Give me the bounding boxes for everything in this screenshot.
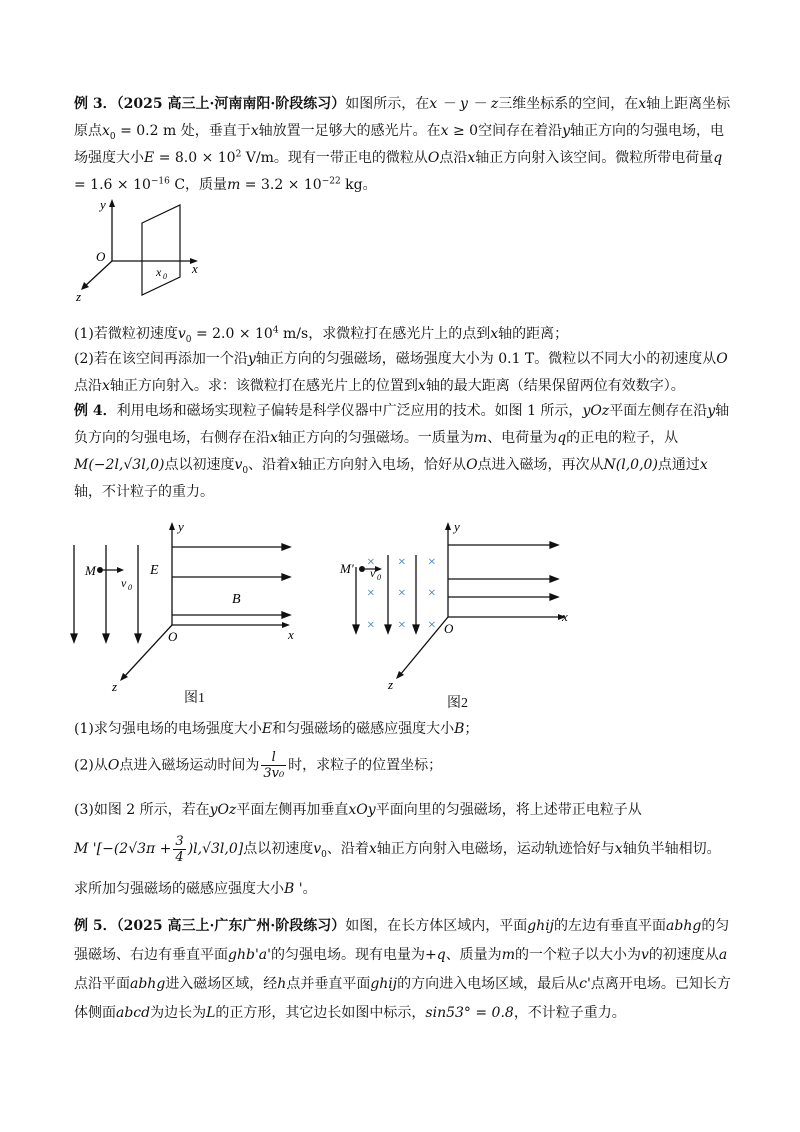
text-span: (1)若微粒初速度 [74,326,178,342]
z-axis [84,261,112,287]
label-z: z [76,289,82,304]
label-M: M [85,563,96,578]
text-span: 进入磁场区域，经 [165,976,278,992]
math-var: m [473,430,488,446]
cross-mark: × [397,555,407,570]
text-span: 、沿着 [326,841,369,857]
text-span: 的匀强磁场、右边有垂直平面 [74,918,730,963]
text-span: = 8.0 × 10 [158,150,236,166]
fraction [173,834,185,865]
text-span: 点通过 [657,457,700,473]
text-span: (2)若在该空间再添加一个沿 [74,351,248,367]
math-var: c' [579,976,591,992]
math-var: (−2l,√3l,0) [88,457,165,473]
label-origin: O [168,629,178,644]
text-span: 轴正方向射入该空间。微粒所带电荷量 [475,150,714,166]
math-var: B [454,721,465,737]
example-4-question-1 [74,716,734,743]
label-x0: x [156,265,162,279]
math-var: m [227,177,241,193]
text-span: 点沿 [74,378,102,394]
text-span: ； [464,721,479,737]
text-span: 轴负方向的匀强电场，右侧存在沿 [74,403,730,446]
cross-mark: × [427,586,437,601]
fraction-numerator: l [261,750,286,766]
text-span: 和匀强磁场的磁感应强度大小 [272,721,455,737]
text-span: 的方向进入电场区域，最后从 [397,976,580,992]
math-var: x [467,150,476,166]
label-y: y [178,519,184,534]
math-var: +q [424,947,446,963]
text-span: 点离开电场。已知长方体侧面 [74,976,731,1021]
math-var: yOz [582,403,610,419]
math-var: B ' [284,881,303,897]
text-span: V/m。现有一带正电的微粒从 [245,150,428,166]
example-3-statement [74,91,734,199]
math-var: M [74,457,89,473]
math-var: x [638,96,647,112]
label-y: y [454,519,460,534]
text-span: 为边长为 [150,1005,207,1021]
example-4-tag: 例 4． [74,403,117,419]
example-3-figure [70,195,210,305]
magnetic-field-lines [172,544,290,618]
fraction-denominator: 3v₀ [263,766,285,781]
z-axis [400,617,448,675]
label-x: x [288,627,294,642]
z-axis [124,625,172,677]
text-span: 平面左侧再加垂直 [236,802,349,818]
math-sub: 0 [109,131,116,142]
math-var: ghij [527,918,555,934]
text-span: 的匀强电场。现有电量为 [270,947,425,963]
text-span: 时，求粒子的位置坐标； [288,757,443,774]
cross-mark: × [397,618,407,633]
math-var: v [313,841,322,857]
example-4-question-3-line-1 [74,797,734,824]
text-span: 的一个粒子以大小为 [514,947,641,963]
math-var: h [277,976,287,992]
math-var: sin53° = 0.8 [425,1005,514,1021]
label-v0: v [370,566,376,580]
text-span: 空间存在着沿 [478,123,563,139]
particle-M-prime [359,566,365,572]
cross-mark: × [366,555,376,570]
math-var: O [716,351,728,367]
math-var: y [562,123,570,139]
label-B: B [232,592,241,607]
math-var: M ' [74,841,97,857]
label-z: z [112,679,118,694]
math-var: x [250,123,259,139]
math-var: a [718,947,728,963]
example-4-question-3-line-3 [74,876,734,903]
figure-1-caption: 图1 [184,691,205,706]
text-span: 的正电的粒子，从 [566,430,679,446]
magnetic-field-lines [448,542,558,600]
example-5-statement [74,912,734,1028]
math-var: abhg [130,976,166,992]
math-sub: 0 [185,334,192,345]
velocity-arrowhead [117,567,124,573]
text-span: 点沿 [439,150,468,166]
sensor-plate [142,205,180,295]
fraction-numerator: 3 [175,833,184,849]
text-span: 求所加匀强磁场的磁感应强度大小 [74,881,284,897]
figure-1 [62,517,312,692]
text-span: 、沿着 [248,457,291,473]
math-var: x [490,326,499,342]
math-var: xOy [348,802,376,818]
math-sup: −22 [321,176,341,187]
text-span: 点进入磁场运动时间为 [119,757,260,774]
math-var: v [640,947,649,963]
math-var: ghij [370,976,398,992]
label-z: z [388,677,394,692]
label-M-prime: M' [340,561,354,576]
text-span: = 2.0 × 10 [195,326,273,342]
math-var: y [707,403,716,419]
math-var: x [368,841,377,857]
text-span: 轴正方向射入。求：该微粒打在感光片上的位置到 [109,378,418,394]
text-span: 轴正方向射入电磁场，运动轨迹恰好与 [376,841,615,857]
math-var: x [102,123,110,139]
math-var: abcd [116,1005,151,1021]
label-v0: v [121,576,127,590]
cross-mark: × [366,618,376,633]
math-var: )l,√3l,0] [187,841,244,857]
math-sup: −16 [150,176,170,187]
y-axis-arrow [169,522,175,530]
y-axis-arrow [445,522,451,530]
example-4-statement [74,398,734,506]
text-span: 轴的距离； [498,326,569,342]
math-var: O [107,757,120,774]
label-origin: O [96,249,106,264]
text-span: 、电荷量为 [487,430,558,446]
text-span: 利用电场和磁场实现粒子偏转是科学仪器中广泛应用的技术。如图 1 所示， [116,403,583,419]
text-span: 轴正方向的匀强磁场，磁场强度大小为 0.1 T。微粒以不同大小的初速度从 [255,351,717,367]
math-var: x － y － z [429,96,499,112]
label-v0-sub: 0 [377,573,381,582]
math-sub: 0 [321,849,327,860]
figure-2-caption: 图2 [447,696,468,711]
math-var: v [177,326,186,342]
y-axis-arrow [109,199,115,207]
math-var: O [466,457,478,473]
figure-2 [330,517,580,692]
math-var: E [261,721,273,737]
math-var: E [144,150,155,166]
text-span: 的初速度从 [648,947,719,963]
electric-field-lines [71,545,141,642]
text-span: 、质量为 [445,947,502,963]
math-var: abhg [666,918,702,934]
math-var: (l,0,0) [615,457,658,473]
label-x0-sub: 0 [163,272,167,281]
math-var: q [557,430,567,446]
math-var: x [440,123,449,139]
label-E: E [150,563,159,578]
text-span: = 3.2 × 10 [244,177,322,193]
text-span: 。 [302,881,317,897]
example-5-source: （2025 高三上·广东广州·阶段练习） [116,918,346,934]
label-origin: O [444,621,454,636]
text-span: 轴放置一足够大的感光片。在 [258,123,441,139]
text-span: 轴正方向的匀强磁场。一质量为 [277,430,474,446]
label-y: y [100,197,106,212]
text-span: 三维坐标系的空间，在 [498,96,639,112]
fraction-denominator: 4 [175,849,184,865]
math-sup: 2 [235,149,242,160]
text-span: (1)求匀强电场的电场强度大小 [74,721,262,737]
text-span: 点以初速度 [243,841,314,857]
text-span: ≥ 0 [452,123,479,139]
cross-mark: × [366,586,376,601]
text-span: 点沿平面 [74,976,130,992]
math-var: x [270,430,278,446]
text-span: 的正方形，其它边长如图中标示， [215,1005,426,1021]
text-span: 轴，不计粒子的重力。 [74,484,214,500]
cross-mark: × [427,555,437,570]
text-span: = 0.2 m 处，垂直于 [120,123,251,139]
math-var: y [247,351,256,367]
text-span: 的左边有垂直平面 [554,918,667,934]
text-span: 轴正方向的匀强电场，电场强度大小 [74,123,724,166]
math-var: O [427,150,440,166]
math-var: N [603,457,616,473]
math-sup: 4 [272,325,279,336]
text-span: 如图所示，在 [345,96,430,112]
example-5-tag: 例 5． [74,918,117,934]
text-span: 平面向里的匀强磁场，将上述带正电粒子从 [375,802,642,818]
example-3-source: （2025 高三上·河南南阳·阶段练习） [116,96,346,112]
math-var: x [614,841,623,857]
math-var: ghb'a' [228,947,271,963]
math-var: yOz [209,802,237,818]
particle-M [97,567,103,573]
example-3-tag: 例 3． [74,96,117,112]
text-span: (2)从 [74,757,108,774]
math-var: x [102,378,110,394]
math-var: x [699,457,708,473]
math-var: x [417,378,426,394]
example-4-question-2 [74,750,734,781]
text-span: 平面左侧存在沿 [609,403,708,419]
velocity-arrowhead [375,566,382,572]
label-x: x [562,609,568,624]
text-span: m/s，求微粒打在感光片上的点到 [283,326,491,342]
text-span: 轴上距离坐标原点 [74,96,731,139]
text-span: = 1.6 × 10 [74,177,151,193]
fraction [261,750,286,781]
label-v0-sub: 0 [128,583,132,592]
text-span: 如图，在长方体区域内，平面 [345,918,528,934]
math-var: [−(2√3π + [96,841,172,857]
text-span: 点进入磁场，再次从 [477,457,604,473]
text-span: C，质量 [174,177,228,193]
example-3-question-2 [74,346,734,400]
math-var: q [713,150,723,166]
text-span: 轴正方向射入电场，恰好从 [298,457,467,473]
example-3-question-1 [74,321,734,348]
math-var: m [501,947,515,963]
text-span: 轴的最大距离（结果保留两位有效数字）。 [425,378,685,394]
cross-mark: × [427,618,437,633]
text-span: ，不计粒子重力。 [513,1005,626,1021]
label-x: x [192,261,198,276]
text-span: 轴负半轴相切。 [622,841,721,857]
text-span: kg。 [345,177,377,193]
cross-mark: × [397,586,407,601]
math-var: v [234,457,243,473]
math-var: L [206,1005,216,1021]
text-span: 点以初速度 [164,457,235,473]
math-var: x [290,457,299,473]
math-sub: 0 [242,465,249,476]
example-4-question-3-line-2 [74,832,734,866]
text-span: 点并垂直平面 [286,976,371,992]
text-span: (3)如图 2 所示，若在 [74,802,210,818]
